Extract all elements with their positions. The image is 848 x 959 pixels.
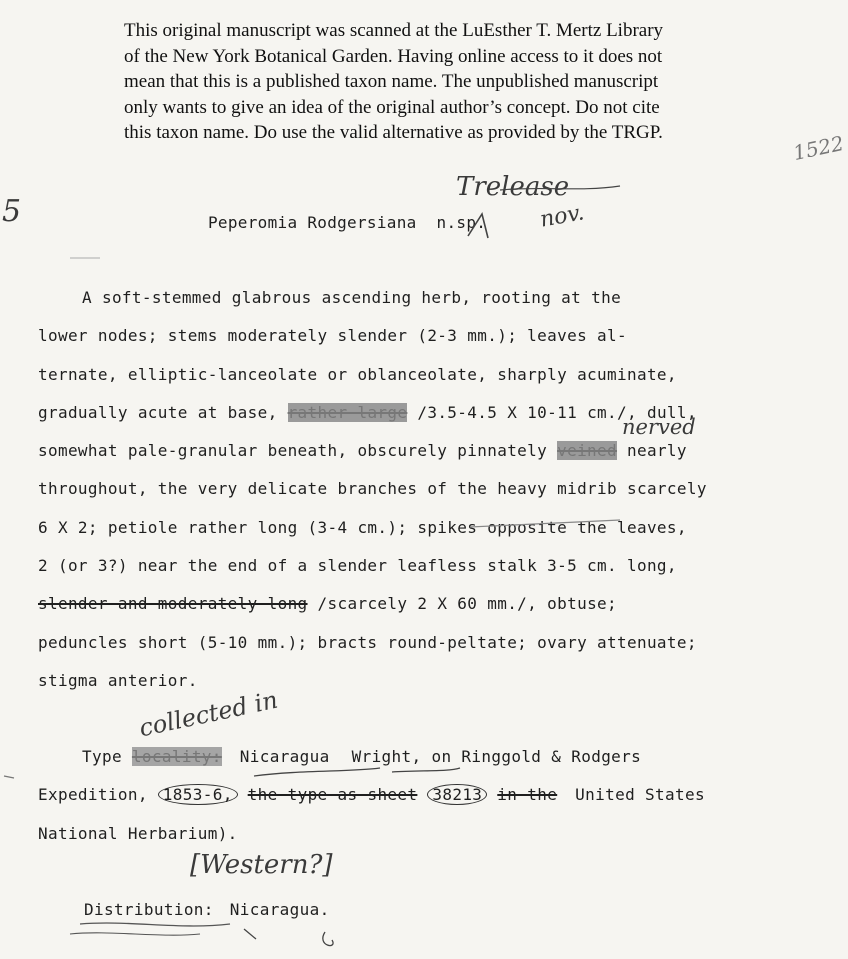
pen-stroke [323, 932, 333, 946]
struck-text: locality: [131, 747, 222, 766]
pen-stroke [470, 520, 620, 527]
struck-text: veined [557, 441, 618, 461]
pen-stroke [500, 186, 620, 190]
description-line: somewhat pale-granular beneath, obscurely pinnately [38, 441, 548, 461]
distribution-label: Distribution: [84, 900, 214, 919]
pen-stroke [468, 214, 488, 238]
herbarium-name: National Herbarium). [38, 823, 238, 843]
corner-note: 1522 [791, 130, 846, 166]
pen-stroke [244, 929, 256, 939]
type-place: Nicaragua [239, 747, 330, 766]
description-line: /3.5-4.5 X 10-11 cm./, dull, [417, 402, 697, 422]
notice-line: only wants to give an idea of the original author’s concept. Do not cite [124, 96, 660, 118]
notice-line: of the New York Botanical Garden. Having online access to it does not [124, 45, 663, 67]
page-number-mark: 5 [2, 194, 22, 229]
pen-stroke [4, 776, 14, 778]
sheet-circled: 38213 [427, 784, 487, 805]
notice-line: mean that this is a published taxon name. The unpublished manuscript [124, 71, 659, 92]
type-expedition: on Ringgold & Rodgers [431, 747, 642, 766]
description-line: 6 X 2; petiole rather long (3-4 cm.); spikes opposite the leaves, [38, 517, 687, 537]
description-line: stigma anterior. [38, 670, 198, 690]
pen-stroke [392, 768, 460, 772]
type-line: Expedition, [38, 785, 148, 805]
herbarium-name: United States [575, 785, 705, 805]
western-annotation: [Western?] [190, 850, 333, 880]
years-circled: 1853-6, [158, 784, 238, 805]
type-collector: Wright [351, 747, 412, 766]
description-line: /scarcely 2 X 60 mm./, obtuse; [317, 594, 618, 614]
description-line: lower nodes; stems moderately slender (2-3 mm.); leaves al- [38, 326, 627, 346]
description-line: peduncles short (5-10 mm.); bracts round-peltate; ovary attenuate; [38, 632, 697, 652]
type-paragraph: Type locality: Nicaragua Wright, on Ringgold & Rodgers Expedition, 1853-6, the type as sheet 38213 in the United States National Herbarium). [38, 747, 705, 843]
description-line: gradually acute at base, [38, 402, 278, 422]
species-abbrev: n.sp. [436, 213, 487, 232]
pen-stroke [254, 768, 380, 776]
nov-annotation: nov. [538, 200, 587, 233]
struck-text: rather large [287, 402, 408, 422]
description-line: nearly [627, 441, 687, 461]
nerved-annotation: nerved [622, 415, 696, 439]
distribution-value: Nicaragua. [229, 900, 330, 919]
species-name: Peperomia Rodgersiana [208, 213, 417, 232]
description-line: A soft-stemmed glabrous ascending herb, rooting at the [82, 288, 622, 307]
description-line: throughout, the very delicate branches of the heavy midrib scarcely [38, 479, 707, 499]
notice-line: this taxon name. Do use the valid alternative as provided by the TRGP. [124, 122, 663, 143]
author-annotation: Trelease [456, 172, 570, 202]
notice-line: This original manuscript was scanned at the LuEsther T. Mertz Library [124, 20, 664, 41]
struck-text: the type as sheet [247, 785, 418, 805]
struck-text: slender and moderately long [38, 594, 308, 614]
type-label: Type [82, 747, 122, 766]
collected-annotation: collected in [136, 685, 281, 743]
description-line: ternate, elliptic-lanceolate or oblanceolate, sharply acuminate, [38, 364, 677, 384]
description-line: 2 (or 3?) near the end of a slender leafless stalk 3-5 cm. long, [38, 556, 677, 576]
pen-stroke [70, 933, 200, 935]
struck-text: in the [497, 785, 558, 805]
pen-stroke [80, 923, 230, 926]
